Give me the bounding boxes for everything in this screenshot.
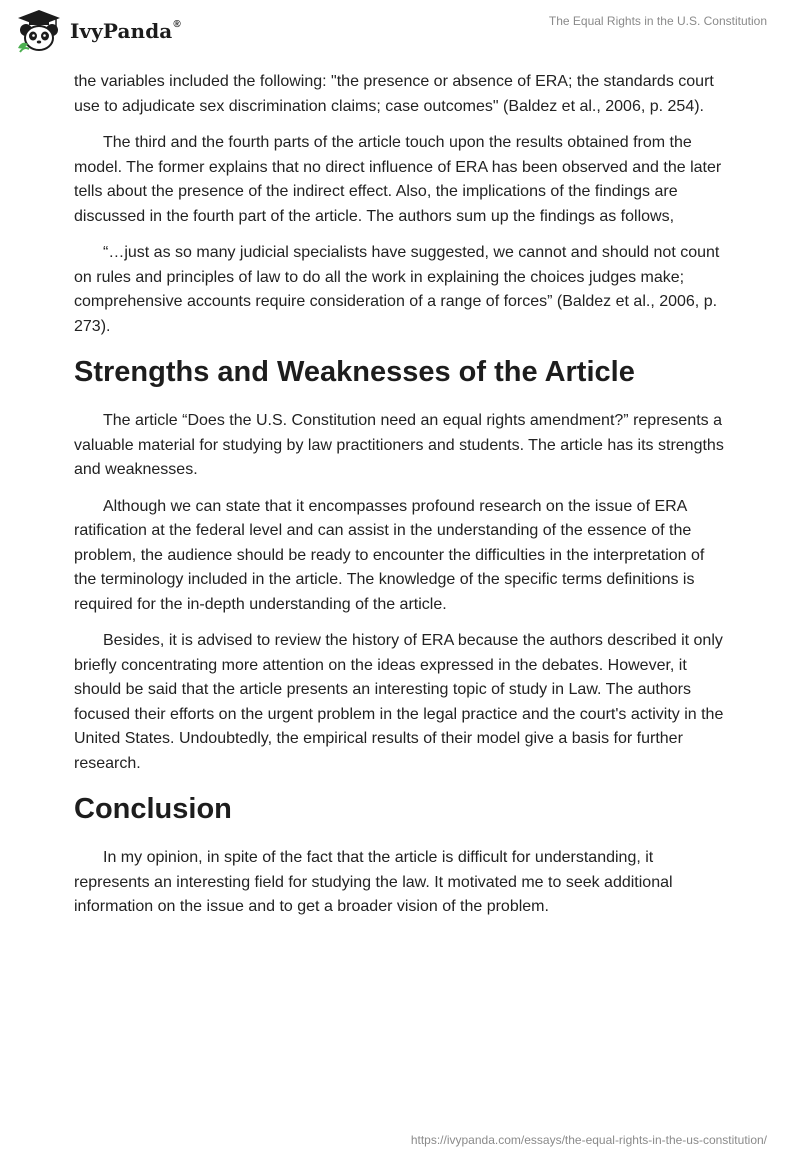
paragraph-research-depth: Although we can state that it encompasses profound research on the issue of ERA ratification at the federal level and can assist in the understanding of the essence of the problem, the audience should be ready to encounter the difficulties in the interpretation of the terminology included in the article. The knowledge of the specific terms definitions is required for the in-depth understanding of the article. (74, 497, 705, 613)
essay-content (74, 70, 726, 932)
source-url[interactable]: https://ivypanda.com/essays/the-equal-rights-in-the-us-constitution/ (410, 1133, 767, 1147)
page-header (0, 0, 800, 60)
ivypanda-logo[interactable] (14, 8, 181, 54)
registered-mark: ® (173, 19, 181, 31)
heading-strengths-weaknesses: Strengths and Weaknesses of the Article (74, 356, 635, 388)
document-title: The Equal Rights in the U.S. Constitution (548, 14, 767, 28)
paragraph-results: The third and the fourth parts of the article touch upon the results obtained from the model. The former explains that no direct influence of ERA has been observed and the later tells about the presence of the indirect effect. Also, the implications of the findings are discussed in the fourth part of the article. The authors sum up the findings as follows, (74, 134, 722, 225)
paragraph-quote: “…just as so many judicial specialists have suggested, we cannot and should not count on rules and principles of law to do all the work in explaining the choices judges make; comprehensive accounts require consideration of a range of forces” (Baldez et al., 2006, p. 273). (74, 244, 720, 335)
paragraph-article-value: The article “Does the U.S. Constitution need an equal rights amendment?” represents a valuable material for studying by law practitioners and students. The article has its strengths and weaknesses. (74, 412, 724, 478)
logo-wordmark (70, 19, 181, 43)
logo-name: IvyPanda (70, 19, 173, 43)
panda-graduate-icon (14, 8, 64, 54)
paragraph-conclusion: In my opinion, in spite of the fact that the article is difficult for understanding, it represents an interesting field for studying the law. It motivated me to seek additional information on the issue and to get a broader vision of the problem. (74, 849, 673, 915)
paragraph-history-review: Besides, it is advised to review the history of ERA because the authors described it only briefly concentrating more attention on the ideas expressed in the debates. However, it should be said that the article presents an interesting topic of study in Law. The authors focused their efforts on the urgent problem in the legal practice and the court's activity in the United States. Undoubtedly, the empirical results of their model give a basis for further research. (74, 632, 724, 772)
paragraph-variables: the variables included the following: "the presence or absence of ERA; the standards court use to adjudicate sex discrimination claims; case outcomes" (Baldez et al., 2006, p. 254). (74, 73, 714, 115)
heading-conclusion: Conclusion (74, 793, 232, 825)
